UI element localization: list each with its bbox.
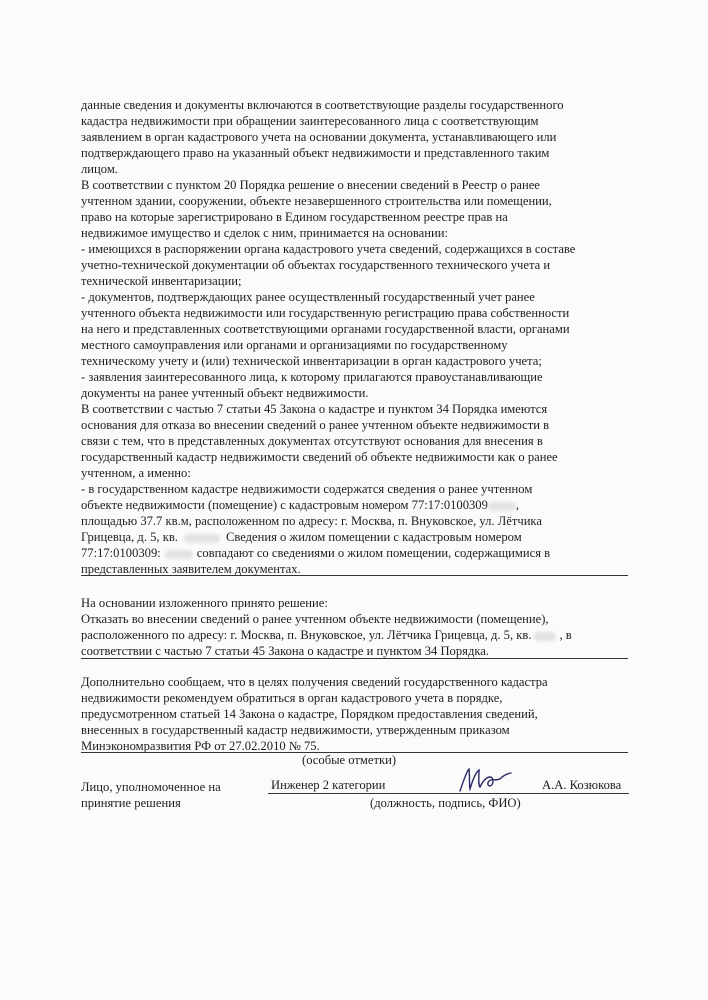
decision-intro: На основании изложенного принято решение: [81, 596, 328, 610]
signer-name: А.А. Козюкова [542, 778, 622, 792]
position-title: Инженер 2 категории [271, 778, 386, 792]
para3-line: В соответствии с частью 7 статьи 45 Закона о кадастре и пунктом 34 Порядка имеются [81, 402, 548, 416]
para2-line: техническому учету и (или) технической инвентаризации в орган кадастрового учета; [81, 354, 542, 368]
info-line: Минэкономразвития РФ от 27.02.2010 № 75. [81, 739, 320, 753]
signatory-label: принятие решения [81, 796, 181, 810]
info-line: предусмотренном статьей 14 Закона о кадастре, Порядком предоставления сведений, [81, 707, 538, 721]
info-line: внесенных в государственный кадастр недвижимости, утвержденным приказом [81, 723, 510, 737]
decision-text: , в [559, 628, 572, 642]
para2-line: учтенном здании, сооружении, объекте незавершенного строительства или помещении, [81, 194, 552, 208]
signature-line [268, 793, 629, 794]
para3-line: основания для отказа во внесении сведений о ранее учтенном объекте недвижимости в [81, 418, 550, 432]
para3-line: учтенном, а именно: [81, 466, 191, 480]
para3-line [81, 546, 550, 560]
para3-text: совпадают со сведениями о жилом помещении, содержащимися в [196, 546, 551, 560]
redaction-blur [165, 550, 193, 559]
para2-line: местного самоуправления или органами и организациями по государственному [81, 338, 508, 352]
para3-text: , [515, 498, 520, 512]
para3-line: государственный кадастр недвижимости сведений об объекте недвижимости как о ранее [81, 450, 558, 464]
para1-line: заявлением в орган кадастрового учета на основании документа, устанавливающего или [81, 130, 557, 144]
para2-line: - заявления заинтересованного лица, к которому прилагаются правоустанавливающие [81, 370, 543, 384]
para1-line: лицом. [81, 162, 118, 176]
para2-line: - документов, подтверждающих ранее осуществленный государственный учет ранее [81, 290, 535, 304]
para2-line: учтенного объекта недвижимости или государственную регистрацию права собственности [81, 306, 570, 320]
redaction-blur [488, 502, 516, 511]
info-line: Дополнительно сообщаем, что в целях получения сведений государственного кадастра [81, 675, 548, 689]
para1-line: подтверждающего право на указанный объект недвижимости и представленного таким [81, 146, 550, 160]
para3-line: площадью 37.7 кв.м, расположенном по адресу: г. Москва, п. Внуковское, ул. Лётчика [81, 514, 542, 528]
para3-text: объекте недвижимости (помещение) с кадастровым номером 77:17:0100309 [81, 498, 488, 512]
para3-line [81, 530, 522, 544]
para3-line: связи с тем, что в представленных документах отсутствуют основания для внесения в [81, 434, 543, 448]
decision-line [81, 628, 572, 642]
para2-line: В соответствии с пунктом 20 Порядка решение о внесении сведений в Реестр о ранее [81, 178, 540, 192]
decision-line: соответствии с частью 7 статьи 45 Закона о кадастре и пунктом 34 Порядка. [81, 644, 490, 658]
redaction-blur [534, 632, 556, 641]
decision-line: Отказать во внесении сведений о ранее учтенном объекте недвижимости (помещение), [81, 612, 549, 626]
para1-line: данные сведения и документы включаются в соответствующие разделы государственного [81, 98, 564, 112]
decision-text: расположенного по адресу: г. Москва, п. Внуковское, ул. Лётчика Грицевца, д. 5, кв. [81, 628, 532, 642]
section-underline [81, 575, 628, 576]
para2-line: - имеющихся в распоряжении органа кадастрового учета сведений, содержащихся в составе [81, 242, 576, 256]
info-line: недвижимости рекомендуем обратиться в орган кадастрового учета в порядке, [81, 691, 503, 705]
signature-caption: (должность, подпись, ФИО) [370, 796, 521, 810]
signatory-label: Лицо, уполномоченное на [81, 780, 221, 794]
para2-line: на него и представленных соответствующими органами государственной власти, органами [81, 322, 570, 336]
para2-line: документы на ранее учтенный объект недвижимости. [81, 386, 369, 400]
handwritten-signature [456, 763, 516, 797]
para2-line: право на которые зарегистрировано в Едином государственном реестре прав на [81, 210, 508, 224]
para2-line: учетно-технической документации об объектах государственного технического учета и [81, 258, 551, 272]
para3-line [81, 498, 519, 512]
special-marks-caption: (особые отметки) [302, 753, 397, 767]
para3-line: представленных заявителем документах. [81, 562, 301, 576]
para3-text: Сведения о жилом помещении с кадастровым номером [225, 530, 522, 544]
section-underline [81, 658, 628, 659]
para2-line: недвижимое имущество и сделок с ним, принимается на основании: [81, 226, 448, 240]
redaction-blur [184, 534, 220, 543]
para3-text: Грицевца, д. 5, кв. [81, 530, 178, 544]
para2-line: технической инвентаризации; [81, 274, 242, 288]
para1-line: кадастра недвижимости при обращении заинтересованного лица с соответствующим [81, 114, 539, 128]
para3-line: - в государственном кадастре недвижимости содержатся сведения о ранее учтенном [81, 482, 533, 496]
para3-text: 77:17:0100309: [81, 546, 161, 560]
